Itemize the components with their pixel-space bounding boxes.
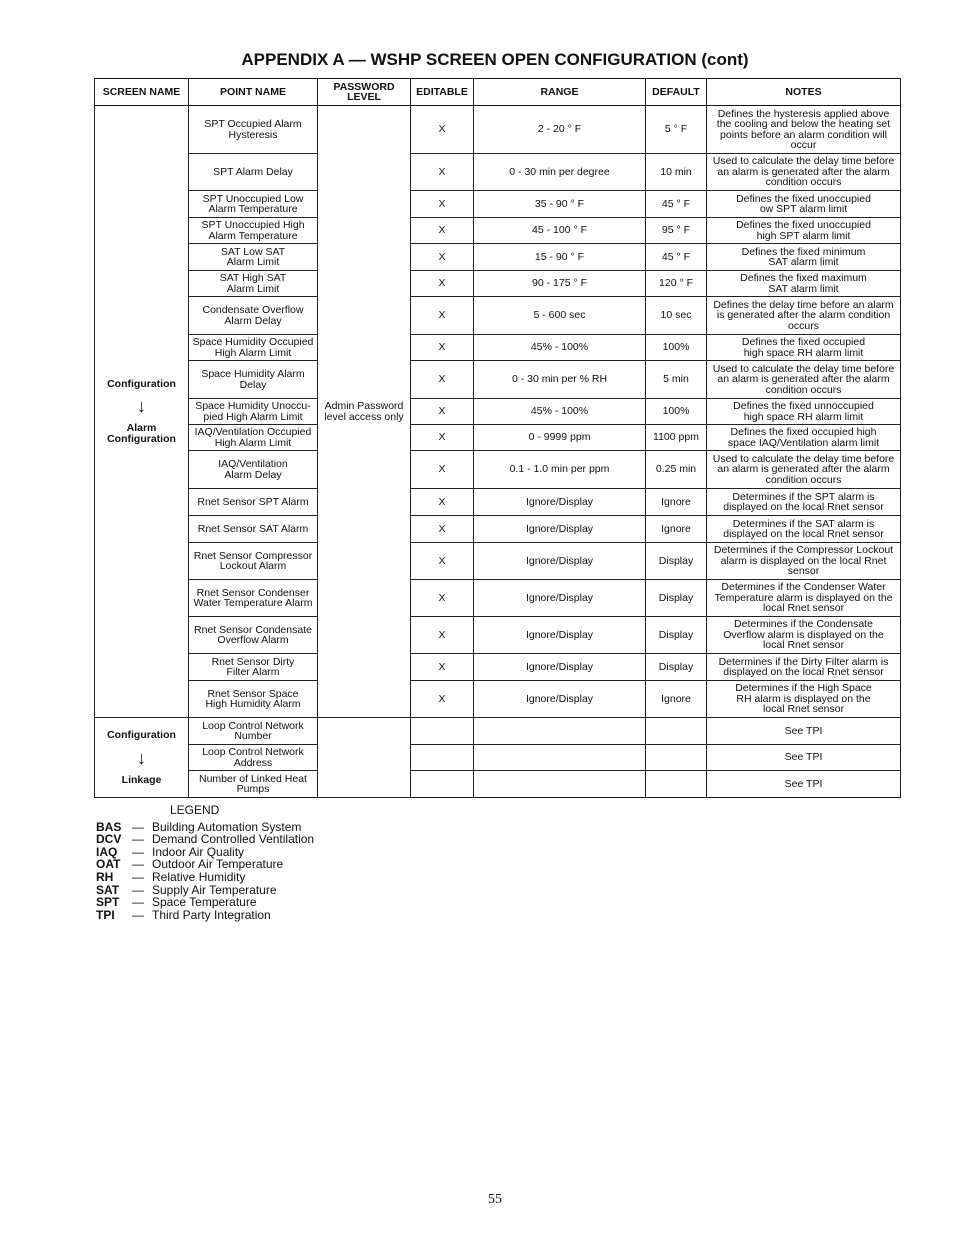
legend-dash: — [132, 907, 144, 922]
point-name-cell: SPT Unoccupied Low Alarm Temperature [189, 191, 318, 218]
default-cell [646, 718, 707, 745]
range-cell [474, 745, 646, 771]
table-row [95, 617, 901, 654]
range-cell [474, 771, 646, 798]
notes-cell: Defines the fixed occupied high space RH alarm limit [707, 335, 901, 361]
header-screen-name: SCREEN NAME [95, 79, 189, 106]
point-name-cell: SAT High SAT Alarm Limit [189, 271, 318, 297]
legend-dash: — [132, 832, 144, 847]
table-row [95, 425, 901, 451]
legend-items [96, 821, 314, 922]
default-cell: 45 ° F [646, 244, 707, 271]
notes-cell: Determines if the Condensate Overflow alarm is displayed on the local Rnet sensor [707, 617, 901, 654]
table-row [95, 297, 901, 335]
notes-cell: Defines the fixed unoccupied ow SPT alarm limit [707, 191, 901, 218]
editable-cell: X [411, 399, 474, 425]
legend-item [96, 833, 314, 846]
screen-name-bottom: Linkage [121, 773, 162, 786]
editable-cell: X [411, 106, 474, 154]
legend-abbr: RH [96, 869, 114, 884]
table-row [95, 451, 901, 489]
range-cell: 0 - 30 min per % RH [474, 361, 646, 399]
down-arrow-icon: ↓ [137, 747, 146, 768]
screen-name-top: Configuration [107, 377, 176, 390]
default-cell: Display [646, 580, 707, 617]
default-cell: 120 ° F [646, 271, 707, 297]
legend-text: Demand Controlled Ventilation [152, 832, 315, 847]
point-name-cell: Rnet Sensor SAT Alarm [189, 516, 318, 543]
default-cell: Display [646, 543, 707, 580]
header-range: RANGE [474, 79, 646, 106]
password-level-cell [318, 718, 411, 798]
screen-name-cell [95, 106, 189, 718]
notes-cell: See TPI [707, 771, 901, 798]
table-row [95, 516, 901, 543]
point-name-cell: Rnet Sensor Condensate Overflow Alarm [189, 617, 318, 654]
point-name-cell: Rnet Sensor Dirty Filter Alarm [189, 654, 318, 681]
table-row [95, 654, 901, 681]
notes-cell: Determines if the High Space RH alarm is displayed on the local Rnet sensor [707, 681, 901, 718]
legend-item [96, 896, 314, 909]
configuration-table [94, 78, 901, 798]
editable-cell: X [411, 271, 474, 297]
point-name-cell: IAQ/Ventilation Alarm Delay [189, 451, 318, 489]
notes-cell: Determines if the SPT alarm is displayed on the local Rnet sensor [707, 489, 901, 516]
point-name-cell: IAQ/Ventilation Occupied High Alarm Limit [189, 425, 318, 451]
notes-cell: Defines the delay time before an alarm is generated after the alarm condition occurs [707, 297, 901, 335]
point-name-cell: Rnet Sensor Compressor Lockout Alarm [189, 543, 318, 580]
editable-cell: X [411, 543, 474, 580]
legend-item [96, 871, 314, 884]
default-cell: Ignore [646, 516, 707, 543]
notes-cell: See TPI [707, 718, 901, 745]
default-cell: Display [646, 654, 707, 681]
range-cell: 35 - 90 ° F [474, 191, 646, 218]
page-number: 55 [488, 1192, 502, 1207]
range-cell: Ignore/Display [474, 489, 646, 516]
editable-cell: X [411, 154, 474, 191]
header-password-level: PASSWORD LEVEL [318, 79, 411, 106]
table-row [95, 154, 901, 191]
table-row [95, 335, 901, 361]
point-name-cell: Number of Linked Heat Pumps [189, 771, 318, 798]
point-name-cell: Rnet Sensor Space High Humidity Alarm [189, 681, 318, 718]
header-point-name: POINT NAME [189, 79, 318, 106]
legend-dash: — [132, 882, 144, 897]
default-cell: 10 min [646, 154, 707, 191]
range-cell: 90 - 175 ° F [474, 271, 646, 297]
notes-cell: Used to calculate the delay time before an alarm is generated after the alarm condition occurs [707, 451, 901, 489]
legend-text: Building Automation System [152, 819, 302, 834]
point-name-cell: SPT Occupied Alarm Hysteresis [189, 106, 318, 154]
range-cell: 5 - 600 sec [474, 297, 646, 335]
screen-name-top: Configuration [107, 729, 176, 741]
notes-cell: Defines the hysteresis applied above the cooling and below the heating set points before an alarm condition will occur [707, 106, 901, 154]
point-name-cell: Loop Control Network Number [189, 718, 318, 745]
editable-cell [411, 718, 474, 745]
default-cell [646, 771, 707, 798]
header-default: DEFAULT [646, 79, 707, 106]
table-row [95, 580, 901, 617]
range-cell: 0.1 - 1.0 min per ppm [474, 451, 646, 489]
header-notes: NOTES [707, 79, 901, 106]
table-row [95, 745, 901, 771]
range-cell: 2 - 20 ° F [474, 106, 646, 154]
table-row [95, 218, 901, 244]
editable-cell: X [411, 489, 474, 516]
range-cell: 0 - 9999 ppm [474, 425, 646, 451]
table-row [95, 543, 901, 580]
default-cell: 10 sec [646, 297, 707, 335]
editable-cell: X [411, 297, 474, 335]
table-body [95, 106, 901, 798]
table-row [95, 771, 901, 798]
range-cell [474, 718, 646, 745]
range-cell: 45% - 100% [474, 399, 646, 425]
down-arrow-icon: ↓ [137, 396, 146, 417]
default-cell: Display [646, 617, 707, 654]
default-cell [646, 745, 707, 771]
default-cell: 45 ° F [646, 191, 707, 218]
legend-dash: — [132, 895, 144, 910]
default-cell: 95 ° F [646, 218, 707, 244]
legend-abbr: SAT [96, 882, 120, 897]
legend-dash: — [132, 844, 144, 859]
table-row [95, 244, 901, 271]
legend-abbr: SPT [96, 895, 120, 910]
legend-text: Relative Humidity [152, 869, 246, 884]
table-row [95, 361, 901, 399]
legend-abbr: BAS [96, 819, 122, 834]
legend [96, 804, 314, 921]
range-cell: 45 - 100 ° F [474, 218, 646, 244]
point-name-cell: SPT Unoccupied High Alarm Temperature [189, 218, 318, 244]
point-name-cell: Space Humidity Unoccu- pied High Alarm Limit [189, 399, 318, 425]
point-name-cell: Loop Control Network Address [189, 745, 318, 771]
range-cell: Ignore/Display [474, 654, 646, 681]
legend-dash: — [132, 819, 144, 834]
editable-cell: X [411, 451, 474, 489]
legend-text: Indoor Air Quality [152, 844, 245, 859]
editable-cell: X [411, 681, 474, 718]
notes-cell: See TPI [707, 745, 901, 771]
legend-item [96, 909, 314, 922]
point-name-cell: Rnet Sensor SPT Alarm [189, 489, 318, 516]
legend-abbr: DCV [96, 832, 122, 847]
point-name-cell: SPT Alarm Delay [189, 154, 318, 191]
table-row [95, 399, 901, 425]
editable-cell: X [411, 654, 474, 681]
point-name-cell: Rnet Sensor Condenser Water Temperature Alarm [189, 580, 318, 617]
notes-cell: Determines if the Compressor Lockout alarm is displayed on the local Rnet sensor [707, 543, 901, 580]
legend-text: Third Party Integration [152, 907, 271, 922]
legend-abbr: IAQ [96, 844, 118, 859]
legend-text: Outdoor Air Temperature [152, 857, 284, 872]
editable-cell: X [411, 335, 474, 361]
editable-cell: X [411, 218, 474, 244]
editable-cell: X [411, 425, 474, 451]
range-cell: Ignore/Display [474, 580, 646, 617]
legend-text: Space Temperature [152, 895, 257, 910]
default-cell: Ignore [646, 681, 707, 718]
default-cell: 5 min [646, 361, 707, 399]
table-row [95, 718, 901, 745]
table-header-row [95, 79, 901, 106]
screen-name-cell [95, 718, 189, 798]
editable-cell [411, 771, 474, 798]
editable-cell: X [411, 617, 474, 654]
notes-cell: Defines the fixed maximum SAT alarm limit [707, 271, 901, 297]
point-name-cell: SAT Low SAT Alarm Limit [189, 244, 318, 271]
editable-cell: X [411, 580, 474, 617]
default-cell: 0.25 min [646, 451, 707, 489]
notes-cell: Defines the fixed unnoccupied high space RH alarm limit [707, 399, 901, 425]
header-editable: EDITABLE [411, 79, 474, 106]
table-row [95, 489, 901, 516]
default-cell: Ignore [646, 489, 707, 516]
point-name-cell: Space Humidity Alarm Delay [189, 361, 318, 399]
legend-abbr: OAT [96, 857, 121, 872]
default-cell: 1100 ppm [646, 425, 707, 451]
notes-cell: Determines if the Condenser Water Temperature alarm is displayed on the local Rnet sensor [707, 580, 901, 617]
editable-cell: X [411, 361, 474, 399]
point-name-cell: Space Humidity Occupied High Alarm Limit [189, 335, 318, 361]
notes-cell: Used to calculate the delay time before an alarm is generated after the alarm condition occurs [707, 361, 901, 399]
notes-cell: Determines if the SAT alarm is displayed on the local Rnet sensor [707, 516, 901, 543]
notes-cell: Defines the fixed unoccupied high SPT alarm limit [707, 218, 901, 244]
legend-dash: — [132, 869, 144, 884]
editable-cell: X [411, 516, 474, 543]
range-cell: 45% - 100% [474, 335, 646, 361]
point-name-cell: Condensate Overflow Alarm Delay [189, 297, 318, 335]
default-cell: 5 ° F [646, 106, 707, 154]
table-row [95, 106, 901, 154]
legend-abbr: TPI [96, 907, 115, 922]
range-cell: Ignore/Display [474, 516, 646, 543]
legend-title: LEGEND [170, 803, 220, 817]
range-cell: Ignore/Display [474, 543, 646, 580]
range-cell: Ignore/Display [474, 617, 646, 654]
password-level-cell: Admin Password level access only [318, 106, 411, 718]
range-cell: 0 - 30 min per degree [474, 154, 646, 191]
notes-cell: Used to calculate the delay time before an alarm is generated after the alarm condition occurs [707, 154, 901, 191]
notes-cell: Defines the fixed occupied high space IAQ/Ventilation alarm limit [707, 425, 901, 451]
table-row [95, 681, 901, 718]
notes-cell: Determines if the Dirty Filter alarm is displayed on the local Rnet sensor [707, 654, 901, 681]
page-title: APPENDIX A — WSHP SCREEN OPEN CONFIGURATION (cont) [241, 50, 749, 69]
editable-cell: X [411, 244, 474, 271]
table-row [95, 271, 901, 297]
default-cell: 100% [646, 399, 707, 425]
range-cell: Ignore/Display [474, 681, 646, 718]
default-cell: 100% [646, 335, 707, 361]
legend-text: Supply Air Temperature [152, 882, 277, 897]
notes-cell: Defines the fixed minimum SAT alarm limit [707, 244, 901, 271]
legend-dash: — [132, 857, 144, 872]
screen-name-bottom: Alarm Configuration [107, 422, 176, 445]
editable-cell: X [411, 191, 474, 218]
table-row [95, 191, 901, 218]
range-cell: 15 - 90 ° F [474, 244, 646, 271]
editable-cell [411, 745, 474, 771]
